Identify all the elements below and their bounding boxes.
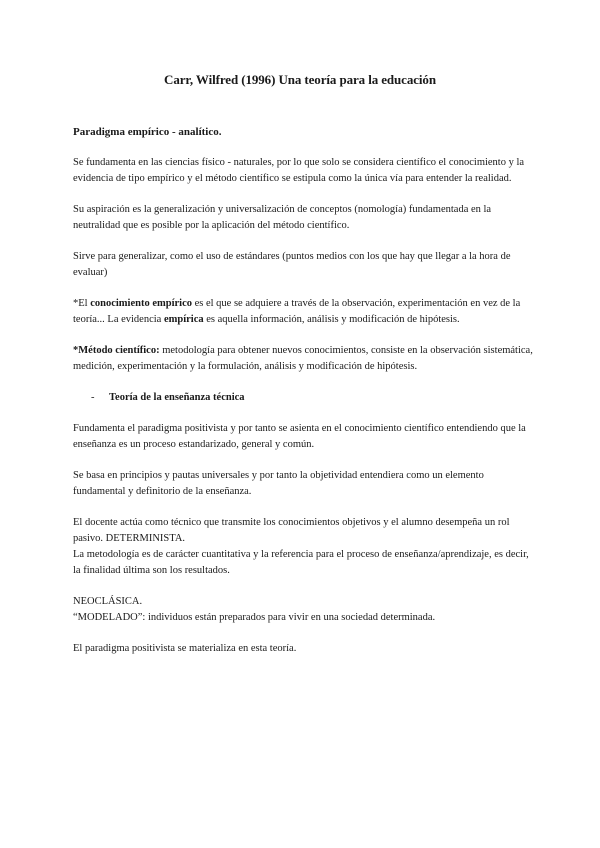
- paragraph-1: Se fundamenta en las ciencias físico - naturales, por lo que solo se considera científico el conocimiento y la evidencia de tipo empírico y el método científico se estipula como la única vía para entender la realidad.: [73, 157, 525, 184]
- section-heading: Paradigma empírico - analítico.: [73, 126, 222, 138]
- term-conocimiento-empirico: conocimiento empírico: [90, 298, 192, 309]
- bullet-dash: -: [91, 392, 95, 403]
- bullet-item: [73, 390, 533, 406]
- paragraph-4: [73, 296, 533, 328]
- paragraph-6: Fundamenta el paradigma positivista y por tanto se asienta en el conocimiento científico entendiendo que la enseñanza es un proceso estandarizado, general y común.: [73, 423, 526, 450]
- document-body: [73, 124, 533, 657]
- paragraph-2: Su aspiración es la generalización y universalización de conceptos (nomología) fundamentada en la neutralidad que es posible por la aplicación del método científico.: [73, 204, 492, 231]
- term-empirica: empírica: [163, 314, 204, 325]
- p4-pre: *El: [73, 298, 91, 309]
- paragraph-5: [73, 343, 533, 375]
- paragraph-9b: “MODELADO”: individuos están preparados para vivir en una sociedad determinada.: [73, 612, 436, 623]
- paragraph-8b: La metodología es de carácter cuantitativa y la referencia para el proceso de enseñanza/aprendizaje, es decir, la finalidad última son los resultados.: [73, 549, 529, 576]
- p5-post: metodología para obtener nuevos conocimientos, consiste en la observación sistemática, medición, experimentación y la formulación, análisis y modificación de hipótesis.: [73, 345, 533, 372]
- bullet-text: Teoría de la enseñanza técnica: [109, 392, 245, 403]
- paragraph-10: El paradigma positivista se materializa en esta teoría.: [73, 643, 297, 654]
- paragraph-8a: El docente actúa como técnico que transmite los conocimientos objetivos y el alumno desempeña un rol pasivo. DETERMINISTA.: [73, 517, 510, 544]
- p4-post: es aquella información, análisis y modificación de hipótesis.: [203, 314, 460, 325]
- p4-mid: es el que se adquiere a través de la observación, experimentación en vez de la teoría... La evidencia: [73, 298, 521, 325]
- paragraph-7: Se basa en principios y pautas universales y por tanto la objetividad entendiera como un elemento fundamental y definitorio de la enseñanza.: [73, 470, 484, 497]
- term-metodo-cientifico: *Método científico:: [73, 345, 160, 356]
- document-title: Carr, Wilfred (1996) Una teoría para la educación: [164, 72, 436, 87]
- paragraph-3: Sirve para generalizar, como el uso de estándares (puntos medios con los que hay que llegar a la hora de evaluar): [73, 251, 511, 278]
- paragraph-9a: NEOCLÁSICA.: [73, 596, 143, 607]
